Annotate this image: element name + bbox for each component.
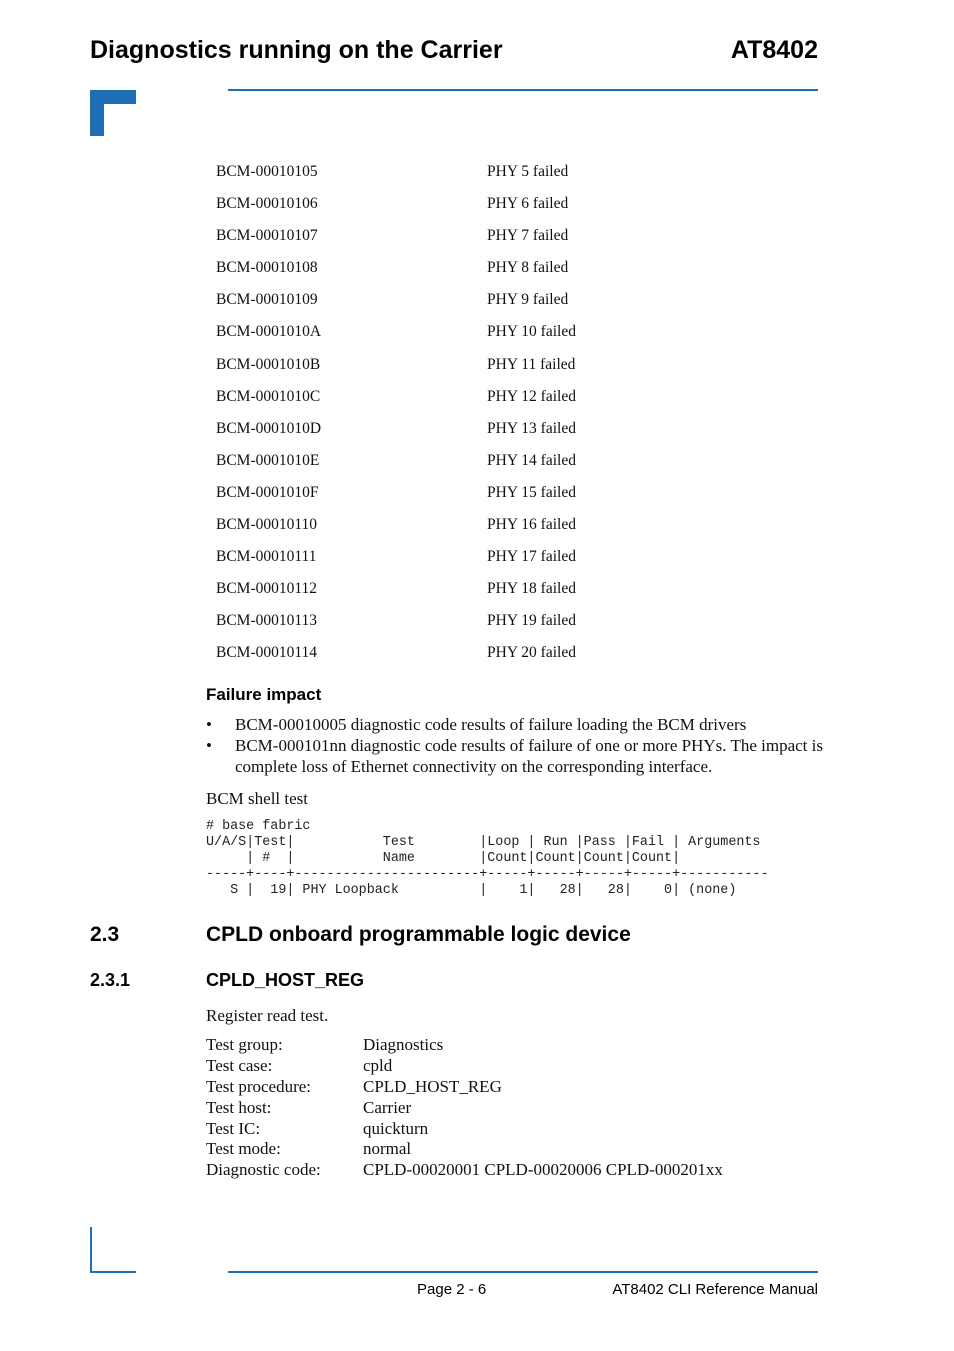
desc-cell: PHY 12 failed (487, 387, 576, 405)
desc-cell: PHY 17 failed (487, 548, 576, 566)
table-row (216, 227, 716, 259)
code-cell: BCM-00010107 (216, 227, 318, 245)
property-label: Test mode: (206, 1139, 281, 1159)
property-label: Test host: (206, 1097, 272, 1117)
code-cell: BCM-0001010A (216, 323, 322, 341)
property-label: Test group: (206, 1035, 283, 1054)
property-value: cpld (363, 1055, 393, 1075)
table-row (216, 580, 716, 612)
code-cell: BCM-00010112 (216, 580, 318, 598)
code-cell: BCM-00010110 (216, 516, 318, 534)
desc-cell: PHY 7 failed (487, 227, 569, 245)
code-cell: BCM-00010111 (216, 548, 317, 566)
property-row (206, 1139, 723, 1160)
code-cell: BCM-0001010D (216, 419, 322, 437)
code-cell: BCM-0001010F (216, 483, 319, 501)
manual-title: AT8402 CLI Reference Manual (612, 1281, 818, 1298)
table-row (216, 484, 716, 516)
table-row (216, 291, 716, 323)
property-label: Diagnostic code: (206, 1160, 321, 1180)
corner-mark-bottom-vertical (90, 1227, 92, 1273)
property-value: quickturn (363, 1118, 429, 1138)
section-title: CPLD onboard programmable logic device (206, 923, 631, 946)
table-row (216, 548, 716, 580)
desc-cell: PHY 10 failed (487, 323, 576, 341)
desc-cell: PHY 9 failed (487, 291, 569, 309)
page-header-title: Diagnostics running on the Carrier (90, 36, 503, 64)
bullet-text: BCM-000101nn diagnostic code results of failure of one or more PHYs. The impact is complete loss of Ethernet connectivity on the corresponding interface. (235, 736, 823, 776)
desc-cell: PHY 15 failed (487, 483, 576, 501)
corner-mark-bottom-horizontal (90, 1271, 136, 1273)
code-cell: BCM-00010105 (216, 163, 318, 180)
product-code: AT8402 (730, 36, 818, 64)
table-row (216, 644, 716, 676)
subsection-number: 2.3.1 (90, 970, 131, 990)
shell-test-label: BCM shell test (206, 789, 309, 808)
property-row (206, 1077, 723, 1098)
list-item (206, 714, 826, 735)
property-value: Carrier (363, 1097, 412, 1117)
desc-cell: PHY 13 failed (487, 419, 576, 437)
desc-cell: PHY 16 failed (487, 516, 576, 534)
property-row (206, 1056, 723, 1077)
table-row (216, 323, 716, 355)
test-properties (206, 1035, 723, 1181)
code-cell: BCM-00010106 (216, 195, 318, 213)
table-row (216, 259, 716, 291)
bullet-marker: • (206, 715, 212, 734)
desc-cell: PHY 8 failed (487, 259, 569, 277)
code-cell: BCM-00010109 (216, 291, 318, 309)
page-number: Page 2 - 6 (417, 1281, 487, 1298)
table-row (216, 420, 716, 452)
desc-cell: PHY 18 failed (487, 580, 576, 598)
table-row (216, 356, 716, 388)
property-value: normal (363, 1139, 412, 1159)
code-cell: BCM-0001010B (216, 355, 321, 373)
header-rule (228, 89, 818, 91)
desc-cell: PHY 20 failed (487, 644, 576, 662)
property-label: Test procedure: (206, 1076, 312, 1096)
table-row (216, 388, 716, 420)
table-row (216, 612, 716, 644)
code-cell: BCM-0001010E (216, 451, 320, 469)
property-row (206, 1160, 723, 1181)
section-number: 2.3 (90, 923, 120, 946)
property-value: CPLD-00020001 CPLD-00020006 CPLD-000201xx (363, 1160, 723, 1180)
diagnostic-code-table (216, 163, 716, 677)
code-cell: BCM-00010114 (216, 644, 318, 662)
desc-cell: PHY 11 failed (487, 355, 576, 373)
property-value: CPLD_HOST_REG (363, 1076, 502, 1096)
subsection-title: CPLD_HOST_REG (206, 970, 365, 990)
shell-output-block: # base fabric U/A/S|Test| Test |Loop | Run |Pass |Fail | Arguments | # | Name |Count|Count|Count|Count| -----+----+-----------------------+-----+-----+-----+-----+----------- S | 19| PHY Loopback | 1| 28| 28| 0| (none) (206, 819, 769, 898)
code-cell: BCM-00010108 (216, 259, 318, 277)
table-row (216, 452, 716, 484)
code-cell: BCM-00010113 (216, 612, 318, 630)
subsection-description: Register read test. (206, 1006, 329, 1025)
desc-cell: PHY 14 failed (487, 451, 576, 469)
desc-cell: PHY 6 failed (487, 195, 569, 213)
code-cell: BCM-0001010C (216, 387, 321, 405)
property-row (206, 1035, 723, 1056)
desc-cell: PHY 19 failed (487, 612, 576, 630)
corner-mark-top-vertical (90, 90, 104, 136)
property-row (206, 1119, 723, 1140)
failure-impact-list (206, 714, 826, 777)
property-label: Test case: (206, 1055, 273, 1075)
desc-cell: PHY 5 failed (487, 163, 569, 180)
bullet-text: BCM-00010005 diagnostic code results of failure loading the BCM drivers (235, 715, 747, 734)
table-row (216, 195, 716, 227)
table-row (216, 516, 716, 548)
property-row (206, 1098, 723, 1119)
bullet-marker: • (206, 736, 212, 755)
list-item (206, 735, 826, 777)
property-label: Test IC: (206, 1118, 261, 1138)
property-value: Diagnostics (363, 1035, 444, 1054)
failure-impact-heading: Failure impact (206, 685, 322, 704)
footer-rule (228, 1271, 818, 1273)
table-row (216, 163, 716, 195)
